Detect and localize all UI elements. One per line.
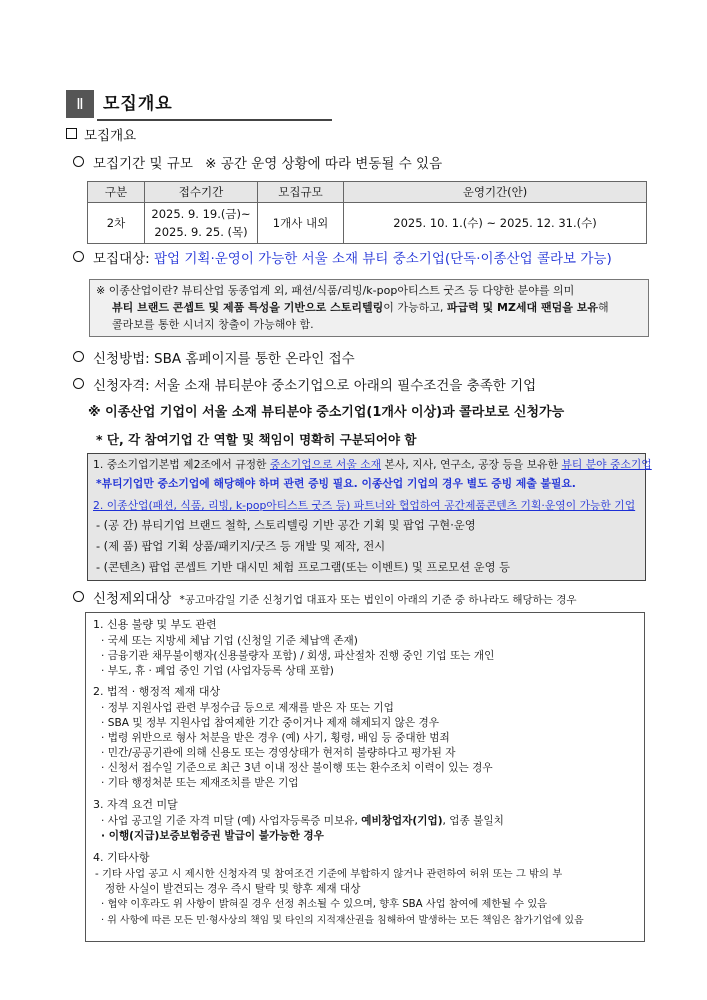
- list-item: 정한 사실이 발견되는 경우 즉시 탈락 및 향후 제재 대상: [105, 883, 361, 895]
- circle-bullet-icon: [73, 251, 84, 262]
- list-item: · 신청서 접수일 기준으로 최근 3년 이내 정산 불이행 또는 환수조치 이력이 있는 경우: [101, 762, 493, 774]
- list-item: · 민간/공공기관에 의해 신용도 또는 경영상태가 현저히 불량하다고 평가된 자: [101, 747, 456, 759]
- section-underline: [97, 119, 332, 121]
- circle-bullet-icon: [73, 591, 84, 602]
- list-item: · 정부 지원사업 관련 부정수급 등으로 제재를 받은 자 또는 기업: [101, 702, 394, 714]
- section-number: Ⅱ: [66, 90, 94, 118]
- round-cell: 2차: [88, 203, 145, 244]
- eligibility-line: 신청자격: 서울 소재 뷰티분야 중소기업으로 아래의 필수조건을 충족한 기업: [73, 377, 536, 395]
- operation-period-cell: 2025. 10. 1.(수) ~ 2025. 12. 31.(수): [344, 203, 647, 244]
- target-line: 모집대상: 팝업 기획·운영이 가능한 서울 소재 뷰티 중소기업(단독·이종산업 콜라보 가능): [73, 250, 612, 268]
- note-line: 콜라보를 통한 시너지 창출이 가능해야 함.: [112, 318, 314, 331]
- requirements-box: [87, 453, 652, 581]
- exclusion-note: *공고마감일 기준 신청기업 대표자 또는 법인이 아래의 기준 중 하나라도 해당하는 경우: [179, 594, 577, 606]
- list-item: · 이행(지급)보증보험증권 발급이 불가능한 경우: [101, 830, 324, 842]
- list-item: · 금융기관 채무불이행자(신용불량자 포함) / 회생, 파산절차 진행 중인 기업 또는 개인: [101, 650, 495, 662]
- circle-bullet-icon: [73, 378, 84, 389]
- table-header-cell: 모집규모: [258, 182, 344, 203]
- req-line: - (제 품) 팝업 기획 상품/패키지/굿즈 등 개발 및 제작, 전시: [96, 540, 386, 553]
- list-item: · 협약 이후라도 위 사항이 밝혀질 경우 선정 취소될 수 있으며, 향후 SBA 사업 참여에 제한될 수 있음: [101, 899, 548, 910]
- list-item: · 위 사항에 따른 모든 민·형사상의 책임 및 타인의 지적재산권을 침해하여 발생하는 모든 책임은 참가기업에 있음: [101, 915, 584, 926]
- eligibility-note-2: * 단, 각 참여기업 간 역할 및 책임이 명확히 구분되어야 함: [96, 432, 417, 447]
- schedule-table: [87, 181, 647, 244]
- overview-heading: 모집개요: [66, 127, 136, 145]
- note-line: 뷰티 브랜드 콘셉트 및 제품 특성을 기반으로 스토리텔링이 가능하고, 파급력 및 MZ세대 팬덤을 보유해: [112, 301, 609, 314]
- table-header-cell: 접수기간: [145, 182, 258, 203]
- apply-method-line: 신청방법: SBA 홈페이지를 통한 온라인 접수: [73, 350, 355, 368]
- req-line: 2. 이종산업(패션, 식품, 리빙, k-pop아티스트 굿즈 등) 파트너와 협업하여 공간제품콘텐츠 기획·운영이 가능한 기업: [93, 499, 636, 512]
- period-line: 모집기간 및 규모 ※ 공간 운영 상황에 따라 변동될 수 있음: [73, 155, 442, 173]
- req-line: - (콘텐츠) 팝업 콘셉트 기반 대시민 체험 프로그램(또는 이벤트) 및 프로모션 운영 등: [96, 561, 511, 574]
- square-bullet-icon: [66, 128, 77, 139]
- circle-bullet-icon: [73, 156, 84, 167]
- list-item: · 국세 또는 지방세 체납 기업 (신청일 기준 체납액 존재): [101, 635, 358, 647]
- list-item: - 기타 사업 공고 시 제시한 신청자격 및 참여조건 기준에 부합하지 않거나 관련하여 허위 또는 그 밖의 부: [95, 868, 563, 880]
- period-note: ※ 공간 운영 상황에 따라 변동될 수 있음: [205, 156, 443, 172]
- table-row: [88, 203, 647, 244]
- circle-bullet-icon: [73, 351, 84, 362]
- list-item: · 기타 행정처분 또는 제재조치를 받은 기업: [101, 777, 299, 789]
- req-line: 1. 중소기업기본법 제2조에서 규정한 중소기업으로 서울 소재 본사, 지사, 연구소, 공장 등을 보유한 뷰티 분야 중소기업: [93, 458, 652, 471]
- exclusion-section-title: 1. 신용 불량 및 부도 관련: [93, 618, 217, 631]
- list-item: · 법령 위반으로 형사 처분을 받은 경우 (예) 사기, 횡령, 배임 등 중대한 범죄: [101, 732, 450, 744]
- industry-note-box: [89, 279, 649, 337]
- table-header-row: [88, 182, 647, 203]
- section-title: 모집개요: [103, 94, 173, 114]
- exclusion-line: 신청제외대상 *공고마감일 기준 신청기업 대표자 또는 법인이 아래의 기준 중 하나라도 해당하는 경우: [73, 590, 577, 609]
- req-line: *뷰티기업만 중소기업에 해당해야 하며 관련 증빙 필요. 이종산업 기업의 경우 별도 증빙 제출 불필요.: [96, 477, 576, 490]
- list-item: · 사업 공고일 기준 자격 미달 (예) 사업자등록증 미보유, 예비창업자(기업), 업종 불일치: [101, 815, 504, 827]
- exclusion-box: [85, 612, 645, 942]
- note-line: ※ 이종산업이란? 뷰티산업 동종업계 외, 패션/식품/리빙/k-pop아티스트 굿즈 등 다양한 분야를 의미: [96, 284, 575, 297]
- exclusion-section-title: 3. 자격 요건 미달: [93, 798, 178, 811]
- exclusion-section-title: 4. 기타사항: [93, 851, 150, 864]
- table-header-cell: 구분: [88, 182, 145, 203]
- list-item: · 부도, 휴 · 폐업 중인 기업 (사업자등록 상태 포함): [101, 665, 334, 677]
- req-line: - (공 간) 뷰티기업 브랜드 철학, 스토리텔링 기반 공간 기획 및 팝업 구현·운영: [96, 519, 476, 532]
- target-value: 팝업 기획·운영이 가능한 서울 소재 뷰티 중소기업(단독·이종산업 콜라보 가능): [154, 251, 612, 267]
- exclusion-section-title: 2. 법적 · 행정적 제재 대상: [93, 685, 221, 698]
- eligibility-note-1: ※ 이종산업 기업이 서울 소재 뷰티분야 중소기업(1개사 이상)과 콜라보로 신청가능: [88, 405, 565, 420]
- reception-period-cell: 2025. 9. 19.(금)~ 2025. 9. 25. (목): [145, 203, 258, 244]
- scale-cell: 1개사 내외: [258, 203, 344, 244]
- list-item: · SBA 및 정부 지원사업 참여제한 기간 중이거나 제재 해제되지 않은 경우: [101, 717, 439, 729]
- table-header-cell: 운영기간(안): [344, 182, 647, 203]
